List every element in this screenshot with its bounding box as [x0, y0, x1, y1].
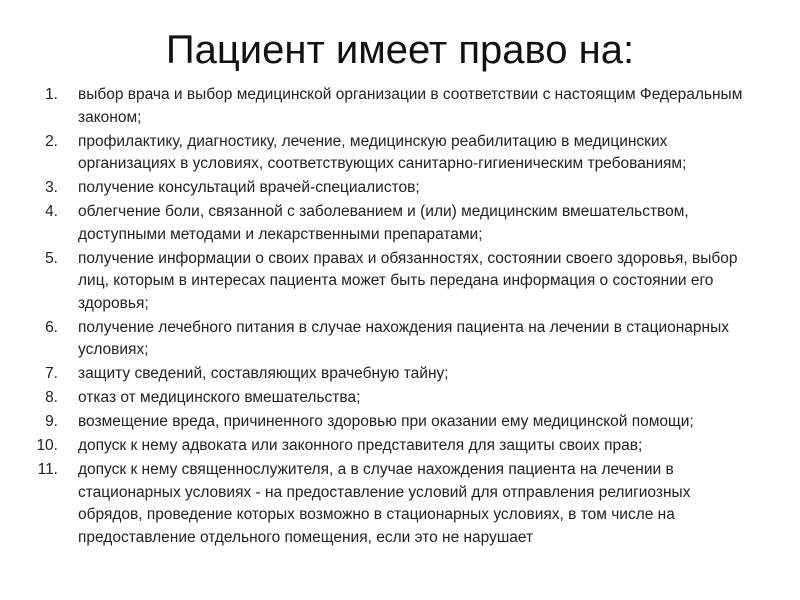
page-title: Пациент имеет право на:: [165, 28, 635, 72]
list-item: [0, 317, 800, 362]
item-number: 10.: [36, 437, 58, 454]
list-item: [0, 131, 800, 176]
list-item: [0, 177, 800, 200]
item-number: 7.: [45, 365, 58, 382]
list-item: [0, 459, 800, 549]
item-text: выбор врача и выбор медицинской организации в соответствии с настоящим Федеральным законом;: [78, 86, 743, 126]
list-item: [0, 201, 800, 246]
item-number: 6.: [45, 318, 58, 336]
item-text: защиту сведений, составляющих врачебную тайну;: [78, 365, 449, 382]
item-number: 11.: [37, 461, 58, 478]
item-text: облегчение боли, связанной с заболеванием и (или) медицинским вмешательством, доступными методами и лекарственными препаратами;: [78, 203, 689, 243]
item-text: получение лечебного питания в случае нахождения пациента на лечении в стационарных условиях;: [78, 318, 729, 358]
item-text: отказ от медицинского вмешательства;: [78, 389, 361, 406]
list-item: [0, 363, 800, 386]
item-text: возмещение вреда, причиненного здоровью при оказании ему медицинской помощи;: [78, 413, 694, 430]
list-item: [0, 84, 800, 129]
item-number: 8.: [45, 389, 58, 406]
item-number: 9.: [45, 413, 58, 430]
item-number: 3.: [45, 179, 58, 196]
item-number: 4.: [45, 203, 58, 220]
item-number: 2.: [45, 132, 58, 150]
rights-list: [0, 84, 800, 551]
list-item: [0, 387, 800, 410]
item-text: допуск к нему адвоката или законного представителя для защиты своих прав;: [78, 437, 643, 454]
item-text: получение информации о своих правах и обязанностях, состоянии своего здоровья, выбор лиц, которым в интересах пациента может быть передана информация о состоянии его здоровья;: [78, 249, 738, 312]
item-text: получение консультаций врачей-специалистов;: [78, 179, 420, 196]
item-text: профилактику, диагностику, лечение, медицинскую реабилитацию в медицинских организациях в условиях, соответствующих санитарно-гигиеническим требованиям;: [78, 132, 687, 172]
list-item: [0, 248, 800, 316]
list-item: [0, 411, 800, 434]
item-number: 5.: [45, 249, 58, 267]
item-number: 1.: [45, 86, 58, 103]
item-text: допуск к нему священнослужителя, а в случае нахождения пациента на лечении в стационарных условиях - на предоставление условий для отправления религиозных обрядов, проведение которых возможно в стационарных условиях, в том числе на предоставление отдельного помещения, если это не нарушает: [78, 461, 691, 546]
list-item: [0, 435, 800, 458]
